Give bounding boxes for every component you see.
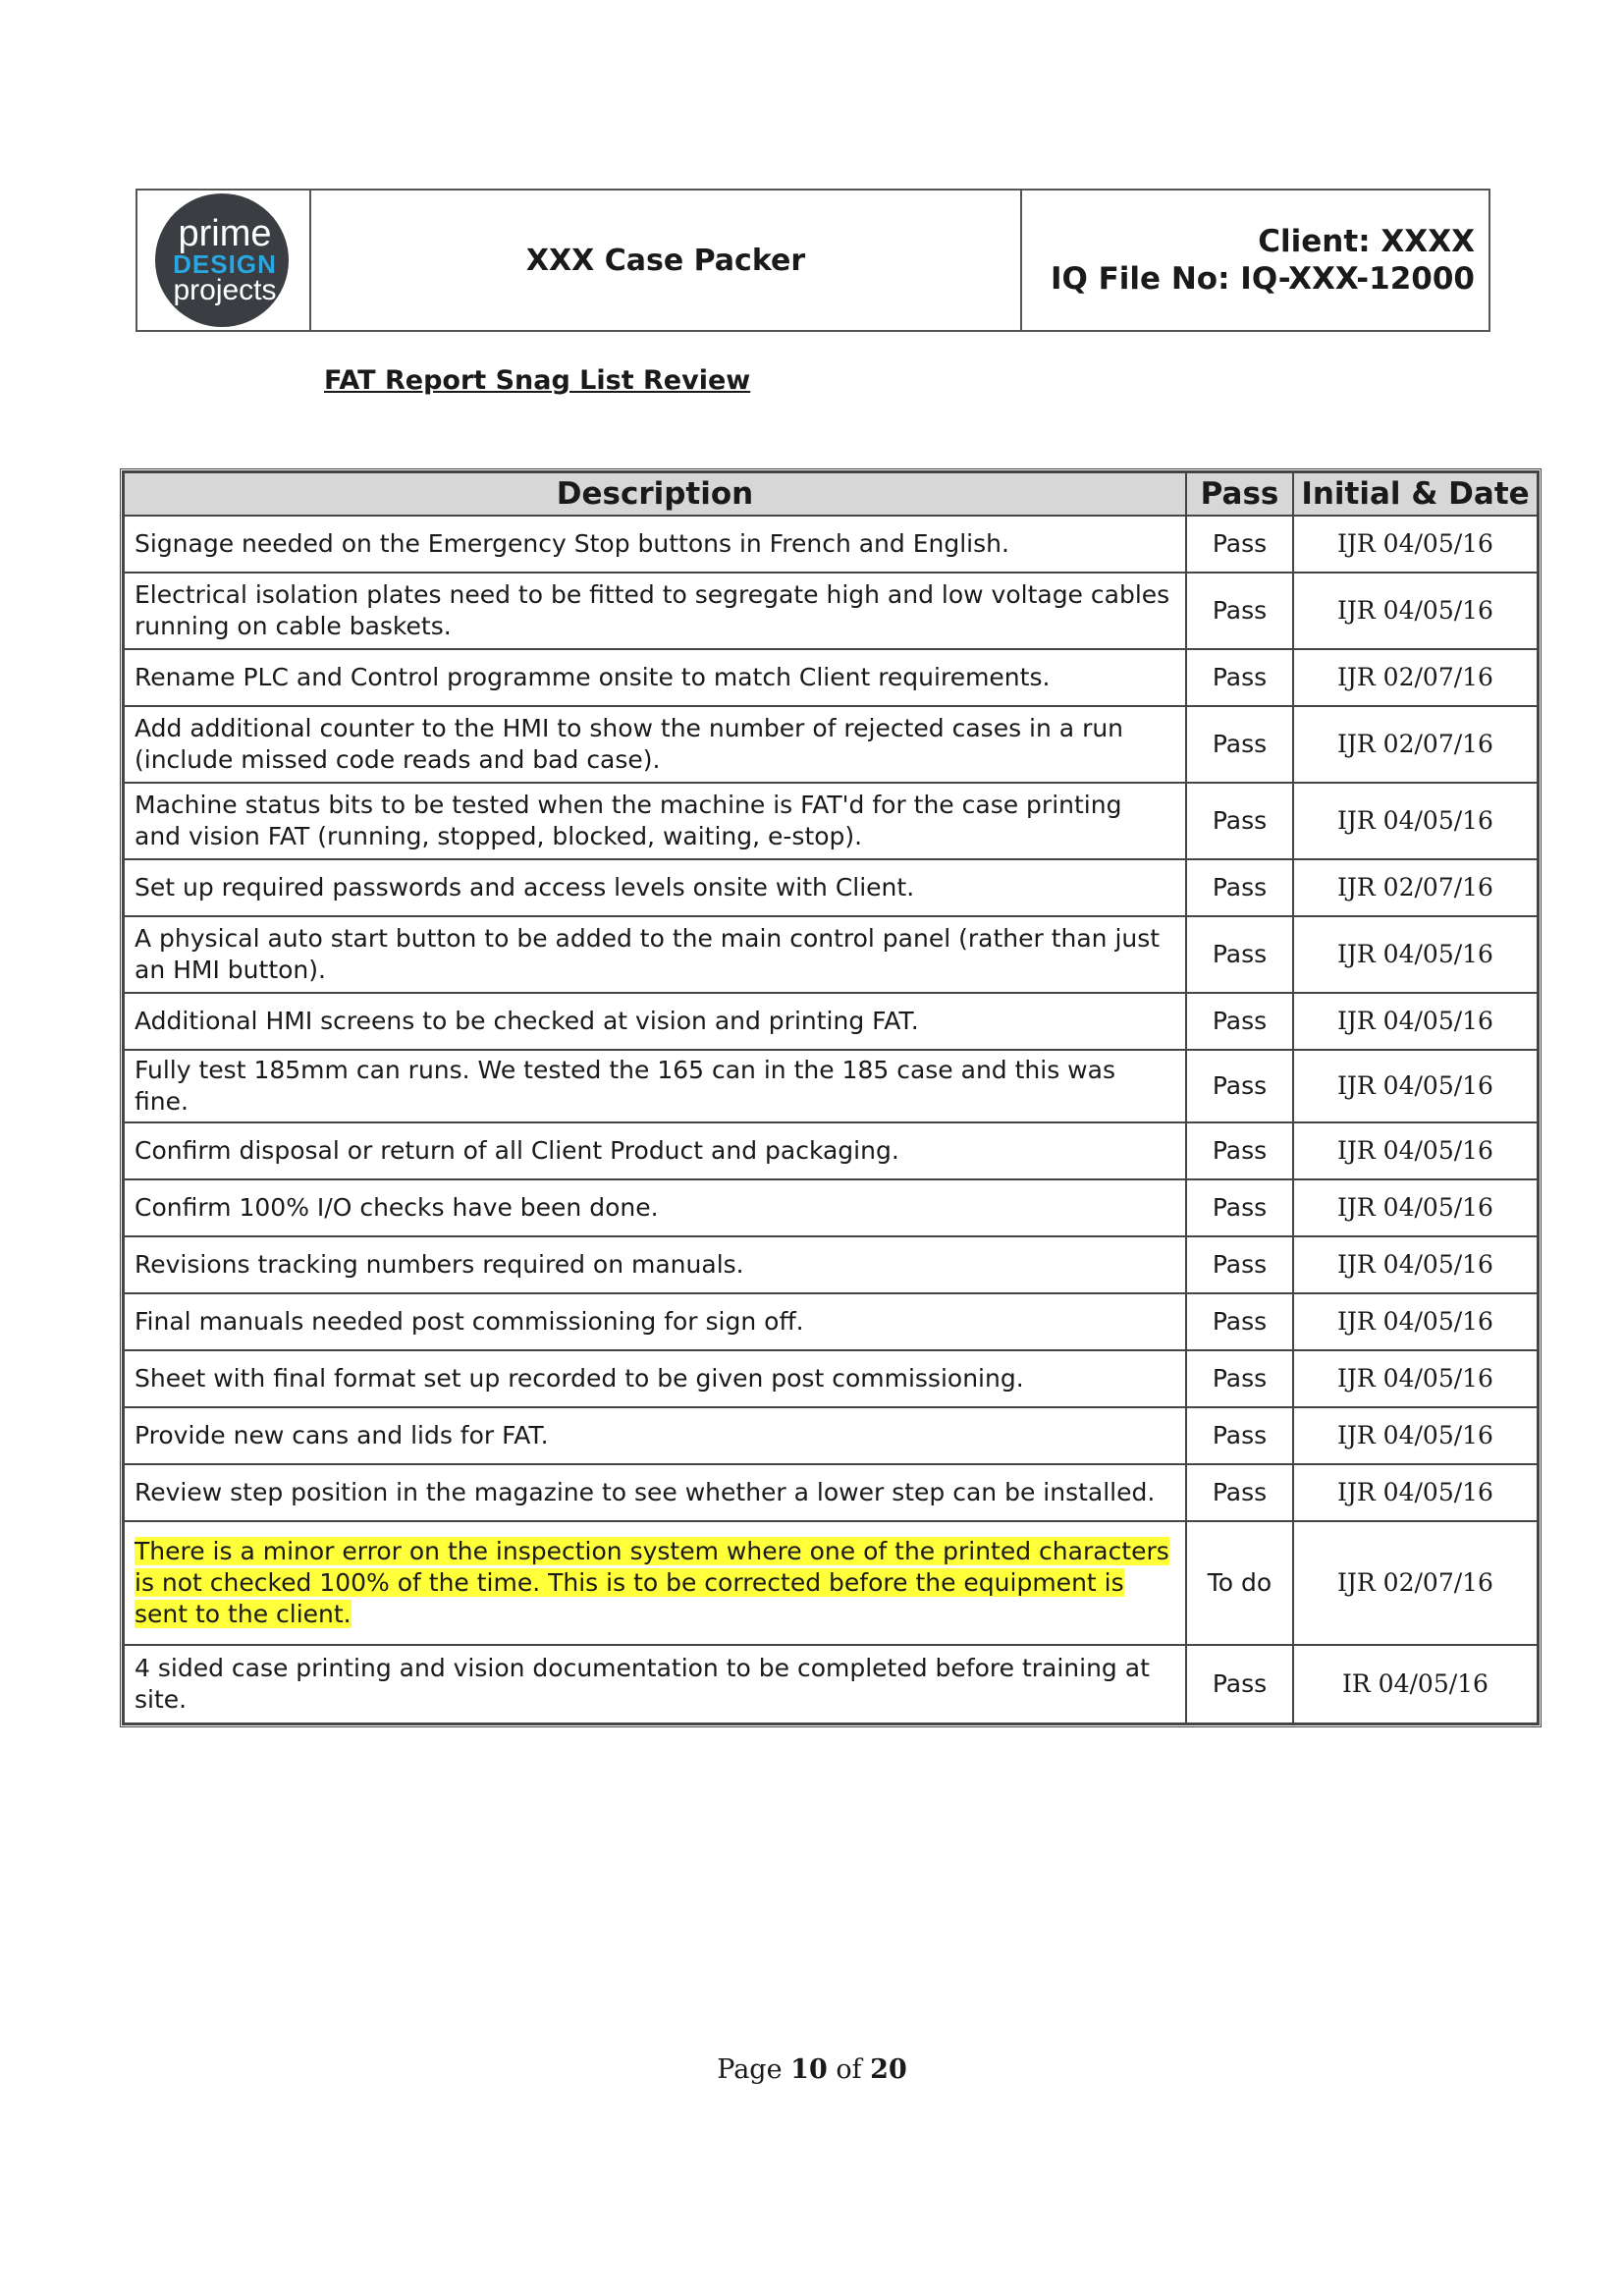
row-pass-status: Pass (1186, 1407, 1293, 1464)
table-row (124, 1521, 1538, 1645)
report-title: FAT Report Snag List Review (324, 365, 751, 396)
row-description-text: Confirm disposal or return of all Client Product and packaging. (135, 1136, 899, 1165)
page-number (0, 2054, 1624, 2085)
row-pass-status: Pass (1186, 516, 1293, 573)
row-pass-status: Pass (1186, 706, 1293, 783)
row-description (124, 573, 1186, 649)
row-initial-date: IJR 04/05/16 (1293, 516, 1538, 573)
row-description-text: Confirm 100% I/O checks have been done. (135, 1193, 659, 1222)
row-description-text: Set up required passwords and access levels onsite with Client. (135, 873, 915, 902)
row-initial-date: IJR 04/05/16 (1293, 1350, 1538, 1407)
row-description (124, 859, 1186, 916)
page-total: 20 (870, 2054, 907, 2085)
row-pass-status: Pass (1186, 859, 1293, 916)
row-description (124, 1645, 1186, 1723)
document-header (135, 189, 1490, 332)
row-description (124, 916, 1186, 993)
file-number: IQ File No: IQ-XXX-12000 (1050, 261, 1475, 297)
page-current: 10 (790, 2054, 828, 2085)
row-description-text: Add additional counter to the HMI to show the number of rejected cases in a run (include missed code reads and bad case). (135, 714, 1124, 774)
table-row (124, 1645, 1538, 1723)
row-description (124, 1293, 1186, 1350)
table-row (124, 1236, 1538, 1293)
row-description-text: Machine status bits to be tested when the machine is FAT'd for the case printing and vision FAT (running, stopped, blocked, waiting, e-stop). (135, 791, 1122, 850)
table-row (124, 1350, 1538, 1407)
row-description (124, 706, 1186, 783)
table-row (124, 573, 1538, 649)
row-initial-date: IJR 04/05/16 (1293, 1050, 1538, 1122)
table-row (124, 1179, 1538, 1236)
row-pass-status: Pass (1186, 1122, 1293, 1179)
row-initial-date: IJR 04/05/16 (1293, 1407, 1538, 1464)
row-description-text: Fully test 185mm can runs. We tested the 165 can in the 185 case and this was fine. (135, 1056, 1115, 1116)
row-description-text: Rename PLC and Control programme onsite to match Client requirements. (135, 663, 1051, 691)
row-pass-status: Pass (1186, 1350, 1293, 1407)
row-description (124, 1122, 1186, 1179)
table-row (124, 516, 1538, 573)
table-header-row (124, 472, 1538, 516)
row-pass-status: Pass (1186, 1464, 1293, 1521)
header-description: Description (124, 472, 1186, 516)
row-initial-date: IJR 04/05/16 (1293, 1236, 1538, 1293)
company-logo (150, 191, 298, 329)
table-row (124, 859, 1538, 916)
row-description (124, 993, 1186, 1050)
row-initial-date: IR 04/05/16 (1293, 1645, 1538, 1723)
row-initial-date: IJR 02/07/16 (1293, 649, 1538, 706)
table-row (124, 1122, 1538, 1179)
row-description (124, 1350, 1186, 1407)
row-pass-status: Pass (1186, 1236, 1293, 1293)
row-description-text: Provide new cans and lids for FAT. (135, 1421, 549, 1449)
row-initial-date: IJR 04/05/16 (1293, 1464, 1538, 1521)
table-row (124, 649, 1538, 706)
row-description-text: Sheet with final format set up recorded to be given post commissioning. (135, 1364, 1024, 1393)
row-description (124, 1179, 1186, 1236)
row-initial-date: IJR 02/07/16 (1293, 859, 1538, 916)
row-description (124, 1050, 1186, 1122)
row-pass-status: To do (1186, 1521, 1293, 1645)
table-row (124, 783, 1538, 859)
row-pass-status: Pass (1186, 916, 1293, 993)
row-description-text: Signage needed on the Emergency Stop buttons in French and English. (135, 529, 1009, 558)
page-of: of (836, 2054, 862, 2085)
header-pass: Pass (1186, 472, 1293, 516)
row-pass-status: Pass (1186, 1050, 1293, 1122)
client-name: Client: XXXX (1258, 224, 1475, 259)
document-title: XXX Case Packer (311, 191, 1022, 330)
row-description (124, 1464, 1186, 1521)
row-description (124, 783, 1186, 859)
logo-cell (137, 191, 311, 330)
row-description-text: There is a minor error on the inspection system where one of the printed characters is not checked 100% of the time. This is to be corrected before the equipment is sent to the client. (135, 1537, 1169, 1628)
header-initial-date: Initial & Date (1293, 472, 1538, 516)
row-initial-date: IJR 04/05/16 (1293, 573, 1538, 649)
row-pass-status: Pass (1186, 993, 1293, 1050)
row-initial-date: IJR 04/05/16 (1293, 1179, 1538, 1236)
row-initial-date: IJR 04/05/16 (1293, 1293, 1538, 1350)
row-initial-date: IJR 04/05/16 (1293, 783, 1538, 859)
row-description (124, 1407, 1186, 1464)
table-row (124, 706, 1538, 783)
row-pass-status: Pass (1186, 1179, 1293, 1236)
table-row (124, 1050, 1538, 1122)
row-description-text: Additional HMI screens to be checked at vision and printing FAT. (135, 1007, 919, 1035)
row-description (124, 1236, 1186, 1293)
row-description-text: Electrical isolation plates need to be fitted to segregate high and low voltage cables running on cable baskets. (135, 580, 1170, 640)
table-row (124, 916, 1538, 993)
row-pass-status: Pass (1186, 1293, 1293, 1350)
row-initial-date: IJR 02/07/16 (1293, 706, 1538, 783)
row-pass-status: Pass (1186, 649, 1293, 706)
table-row (124, 1464, 1538, 1521)
logo-text-line2: DESIGN (172, 249, 277, 279)
row-pass-status: Pass (1186, 573, 1293, 649)
logo-text-line1: prime (177, 213, 272, 254)
row-description-text: Revisions tracking numbers required on manuals. (135, 1250, 744, 1279)
row-initial-date: IJR 04/05/16 (1293, 916, 1538, 993)
row-description-text: 4 sided case printing and vision documentation to be completed before training at site. (135, 1654, 1150, 1714)
logo-text-line3: projects (172, 274, 277, 306)
row-description (124, 649, 1186, 706)
row-description-text: A physical auto start button to be added to the main control panel (rather than just an HMI button). (135, 924, 1161, 984)
page-prefix: Page (717, 2054, 783, 2085)
row-description (124, 516, 1186, 573)
table-row (124, 1293, 1538, 1350)
row-description-text: Review step position in the magazine to see whether a lower step can be installed. (135, 1478, 1156, 1506)
row-pass-status: Pass (1186, 783, 1293, 859)
row-initial-date: IJR 04/05/16 (1293, 1122, 1538, 1179)
client-info (1022, 191, 1489, 330)
row-description-text: Final manuals needed post commissioning for sign off. (135, 1307, 804, 1336)
row-description (124, 1521, 1186, 1645)
table-row (124, 1407, 1538, 1464)
table-row (124, 993, 1538, 1050)
snag-list-table (120, 468, 1542, 1727)
row-initial-date: IJR 04/05/16 (1293, 993, 1538, 1050)
row-pass-status: Pass (1186, 1645, 1293, 1723)
row-initial-date: IJR 02/07/16 (1293, 1521, 1538, 1645)
